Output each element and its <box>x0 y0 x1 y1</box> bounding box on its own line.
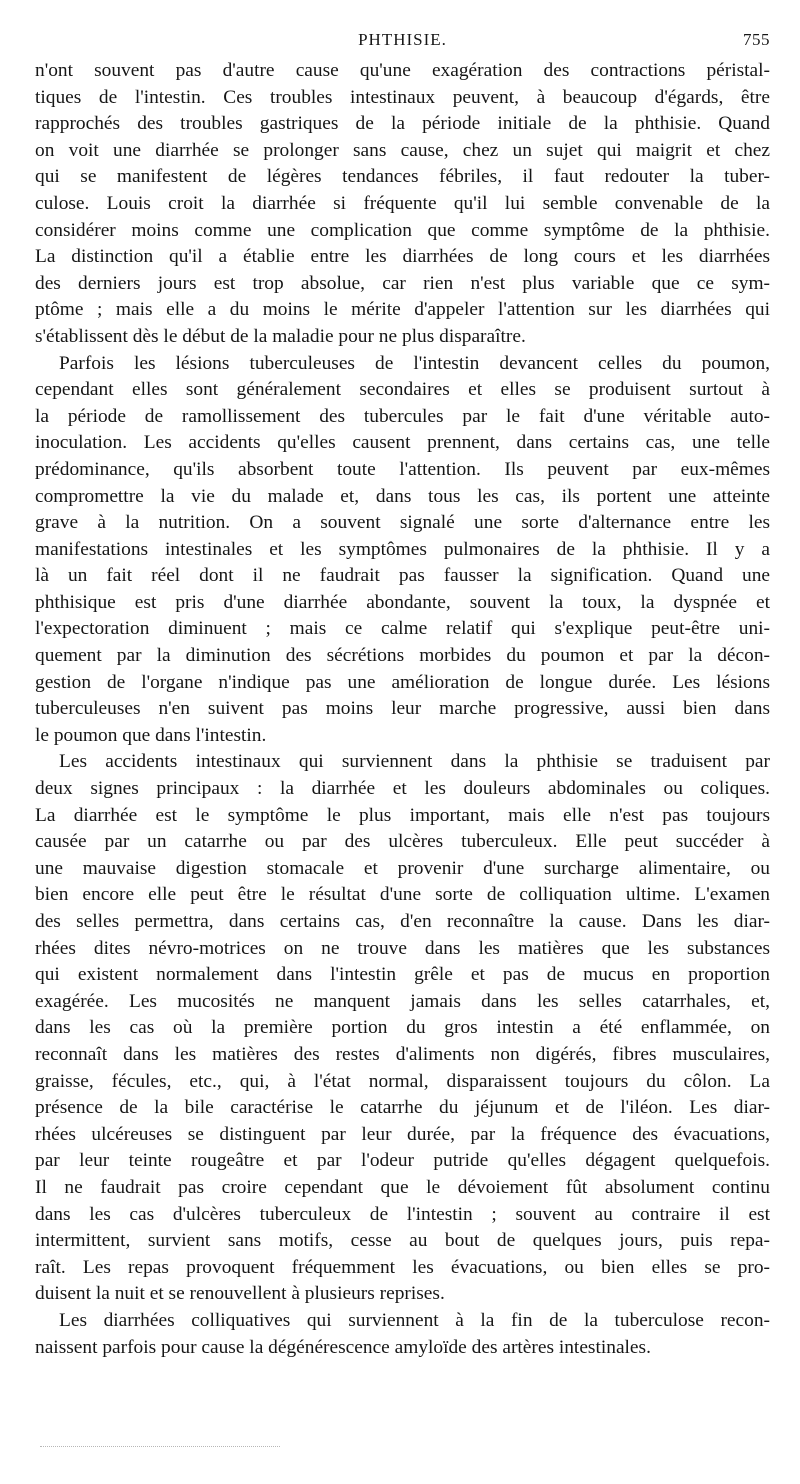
text-line: La diarrhée est le symptôme le plus important, mais elle n'est pas toujours <box>35 804 770 826</box>
text-line: phthisique est pris d'une diarrhée abondante, souvent la toux, la dyspnée et <box>35 591 770 613</box>
text-line: cependant elles sont généralement secondaires et elles se produisent surtout à <box>35 379 770 401</box>
paragraph <box>35 1308 770 1361</box>
text-line: l'expectoration diminuent ; mais ce calme relatif qui s'explique peut-être uni- <box>35 618 770 640</box>
text-line: Les diarrhées colliquatives qui surviennent à la fin de la tuberculose recon- <box>59 1309 770 1331</box>
text-line: exagérée. Les mucosités ne manquent jamais dans les selles catarrhales, et, <box>35 990 770 1012</box>
text-line: naissent parfois pour cause la dégénérescence amyloïde des artères intestinales. <box>35 1336 651 1358</box>
text-line: prédominance, qu'ils absorbent toute l'attention. Ils peuvent par eux-mêmes <box>35 458 770 480</box>
text-line: qui existent normalement dans l'intestin grêle et pas de mucus en proportion <box>35 964 770 986</box>
text-line: rhées ulcéreuses se distinguent par leur durée, par la fréquence des évacuations, <box>35 1123 770 1145</box>
text-line: quement par la diminution des sécrétions morbides du poumon et par la décon- <box>35 645 770 667</box>
text-line: compromettre la vie du malade et, dans tous les cas, ils portent une atteinte <box>35 485 770 507</box>
page-header <box>35 28 770 58</box>
text-line: par leur teinte rougeâtre et par l'odeur putride qu'elles dégagent quelquefois. <box>35 1150 770 1172</box>
text-line: duisent la nuit et se renouvellent à plusieurs reprises. <box>35 1283 445 1305</box>
text-line: des derniers jours est trop absolue, car rien n'est plus variable que ce sym- <box>35 272 770 294</box>
text-line: dans les cas d'ulcères tuberculeux de l'intestin ; souvent au contraire il est <box>35 1203 770 1225</box>
paragraph <box>35 749 770 1307</box>
text-line: inoculation. Les accidents qu'elles causent prennent, dans certains cas, une telle <box>35 432 770 454</box>
text-line: là un fait réel dont il ne faudrait pas fausser la signification. Quand une <box>35 565 770 587</box>
text-line: raît. Les repas provoquent fréquemment les évacuations, ou bien elles se pro- <box>35 1256 770 1278</box>
paragraph <box>35 351 770 750</box>
text-line: rapprochés des troubles gastriques de la période initiale de la phthisie. Quand <box>35 113 770 135</box>
text-line: deux signes principaux : la diarrhée et les douleurs abdominales ou coliques. <box>35 778 770 800</box>
text-line: rhées dites névro-motrices on ne trouve dans les matières que les substances <box>35 937 770 959</box>
body-text <box>35 58 770 1361</box>
text-line: on voit une diarrhée se prolonger sans cause, chez un sujet qui maigrit et chez <box>35 139 770 161</box>
text-line: manifestations intestinales et les symptômes pulmonaires de la phthisie. Il y a <box>35 538 770 560</box>
text-line: qui se manifestent de légères tendances fébriles, il faut redouter la tuber- <box>35 166 770 188</box>
text-line: des selles permettra, dans certains cas, d'en reconnaître la cause. Dans les diar- <box>35 911 770 932</box>
text-line: reconnaît dans les matières des restes d'aliments non digérés, fibres musculaires, <box>35 1043 770 1065</box>
text-line: n'ont souvent pas d'autre cause qu'une exagération des contractions péristal- <box>35 60 770 81</box>
text-line: s'établissent dès le début de la maladie pour ne plus disparaître. <box>35 325 526 347</box>
text-line: ptôme ; mais elle a du moins le mérite d'appeler l'attention sur les diarrhées qui <box>35 299 770 321</box>
text-line: considérer moins comme une complication que comme symptôme de la phthisie. <box>35 219 770 241</box>
text-line: causée par un catarrhe ou par des ulcères tuberculeux. Elle peut succéder à <box>35 831 770 853</box>
page-number: 755 <box>743 30 770 49</box>
text-line: intermittent, survient sans motifs, cesse au bout de quelques jours, puis repa- <box>35 1230 770 1252</box>
text-line: tuberculeuses n'en suivent pas moins leur marche progressive, aussi bien dans <box>35 698 770 720</box>
text-line: gestion de l'organe n'indique pas une amélioration de longue durée. Les lésions <box>35 671 770 693</box>
text-line: grave à la nutrition. On a souvent signalé une sorte d'alternance entre les <box>35 512 770 534</box>
footer-rule <box>40 1446 280 1447</box>
text-line: graisse, fécules, etc., qui, à l'état normal, disparaissent toujours du côlon. La <box>35 1070 770 1092</box>
text-line: Parfois les lésions tuberculeuses de l'intestin devancent celles du poumon, <box>59 352 770 374</box>
page <box>35 28 770 1361</box>
paragraph <box>35 58 770 351</box>
text-line: Il ne faudrait pas croire cependant que le dévoiement fût absolument continu <box>35 1176 770 1198</box>
text-line: dans les cas où la première portion du gros intestin a été enflammée, on <box>35 1017 770 1039</box>
text-line: la période de ramollissement des tubercules par le fait d'une véritable auto- <box>35 405 770 427</box>
text-line: une mauvaise digestion stomacale et provenir d'une surcharge alimentaire, ou <box>35 857 770 879</box>
text-line: culose. Louis croit la diarrhée si fréquente qu'il lui semble convenable de la <box>35 192 770 214</box>
text-line: La distinction qu'il a établie entre les diarrhées de long cours et les diarrhées <box>35 246 770 268</box>
text-line: tiques de l'intestin. Ces troubles intestinaux peuvent, à beaucoup d'égards, être <box>35 86 770 108</box>
text-line: présence de la bile caractérise le catarrhe du jéjunum et de l'iléon. Les diar- <box>35 1097 770 1119</box>
text-line: Les accidents intestinaux qui surviennent dans la phthisie se traduisent par <box>59 751 770 773</box>
text-line: le poumon que dans l'intestin. <box>35 724 267 746</box>
text-line: bien encore elle peut être le résultat d'une sorte de colliquation ultime. L'examen <box>35 884 770 906</box>
running-title: PHTHISIE. <box>358 30 447 49</box>
